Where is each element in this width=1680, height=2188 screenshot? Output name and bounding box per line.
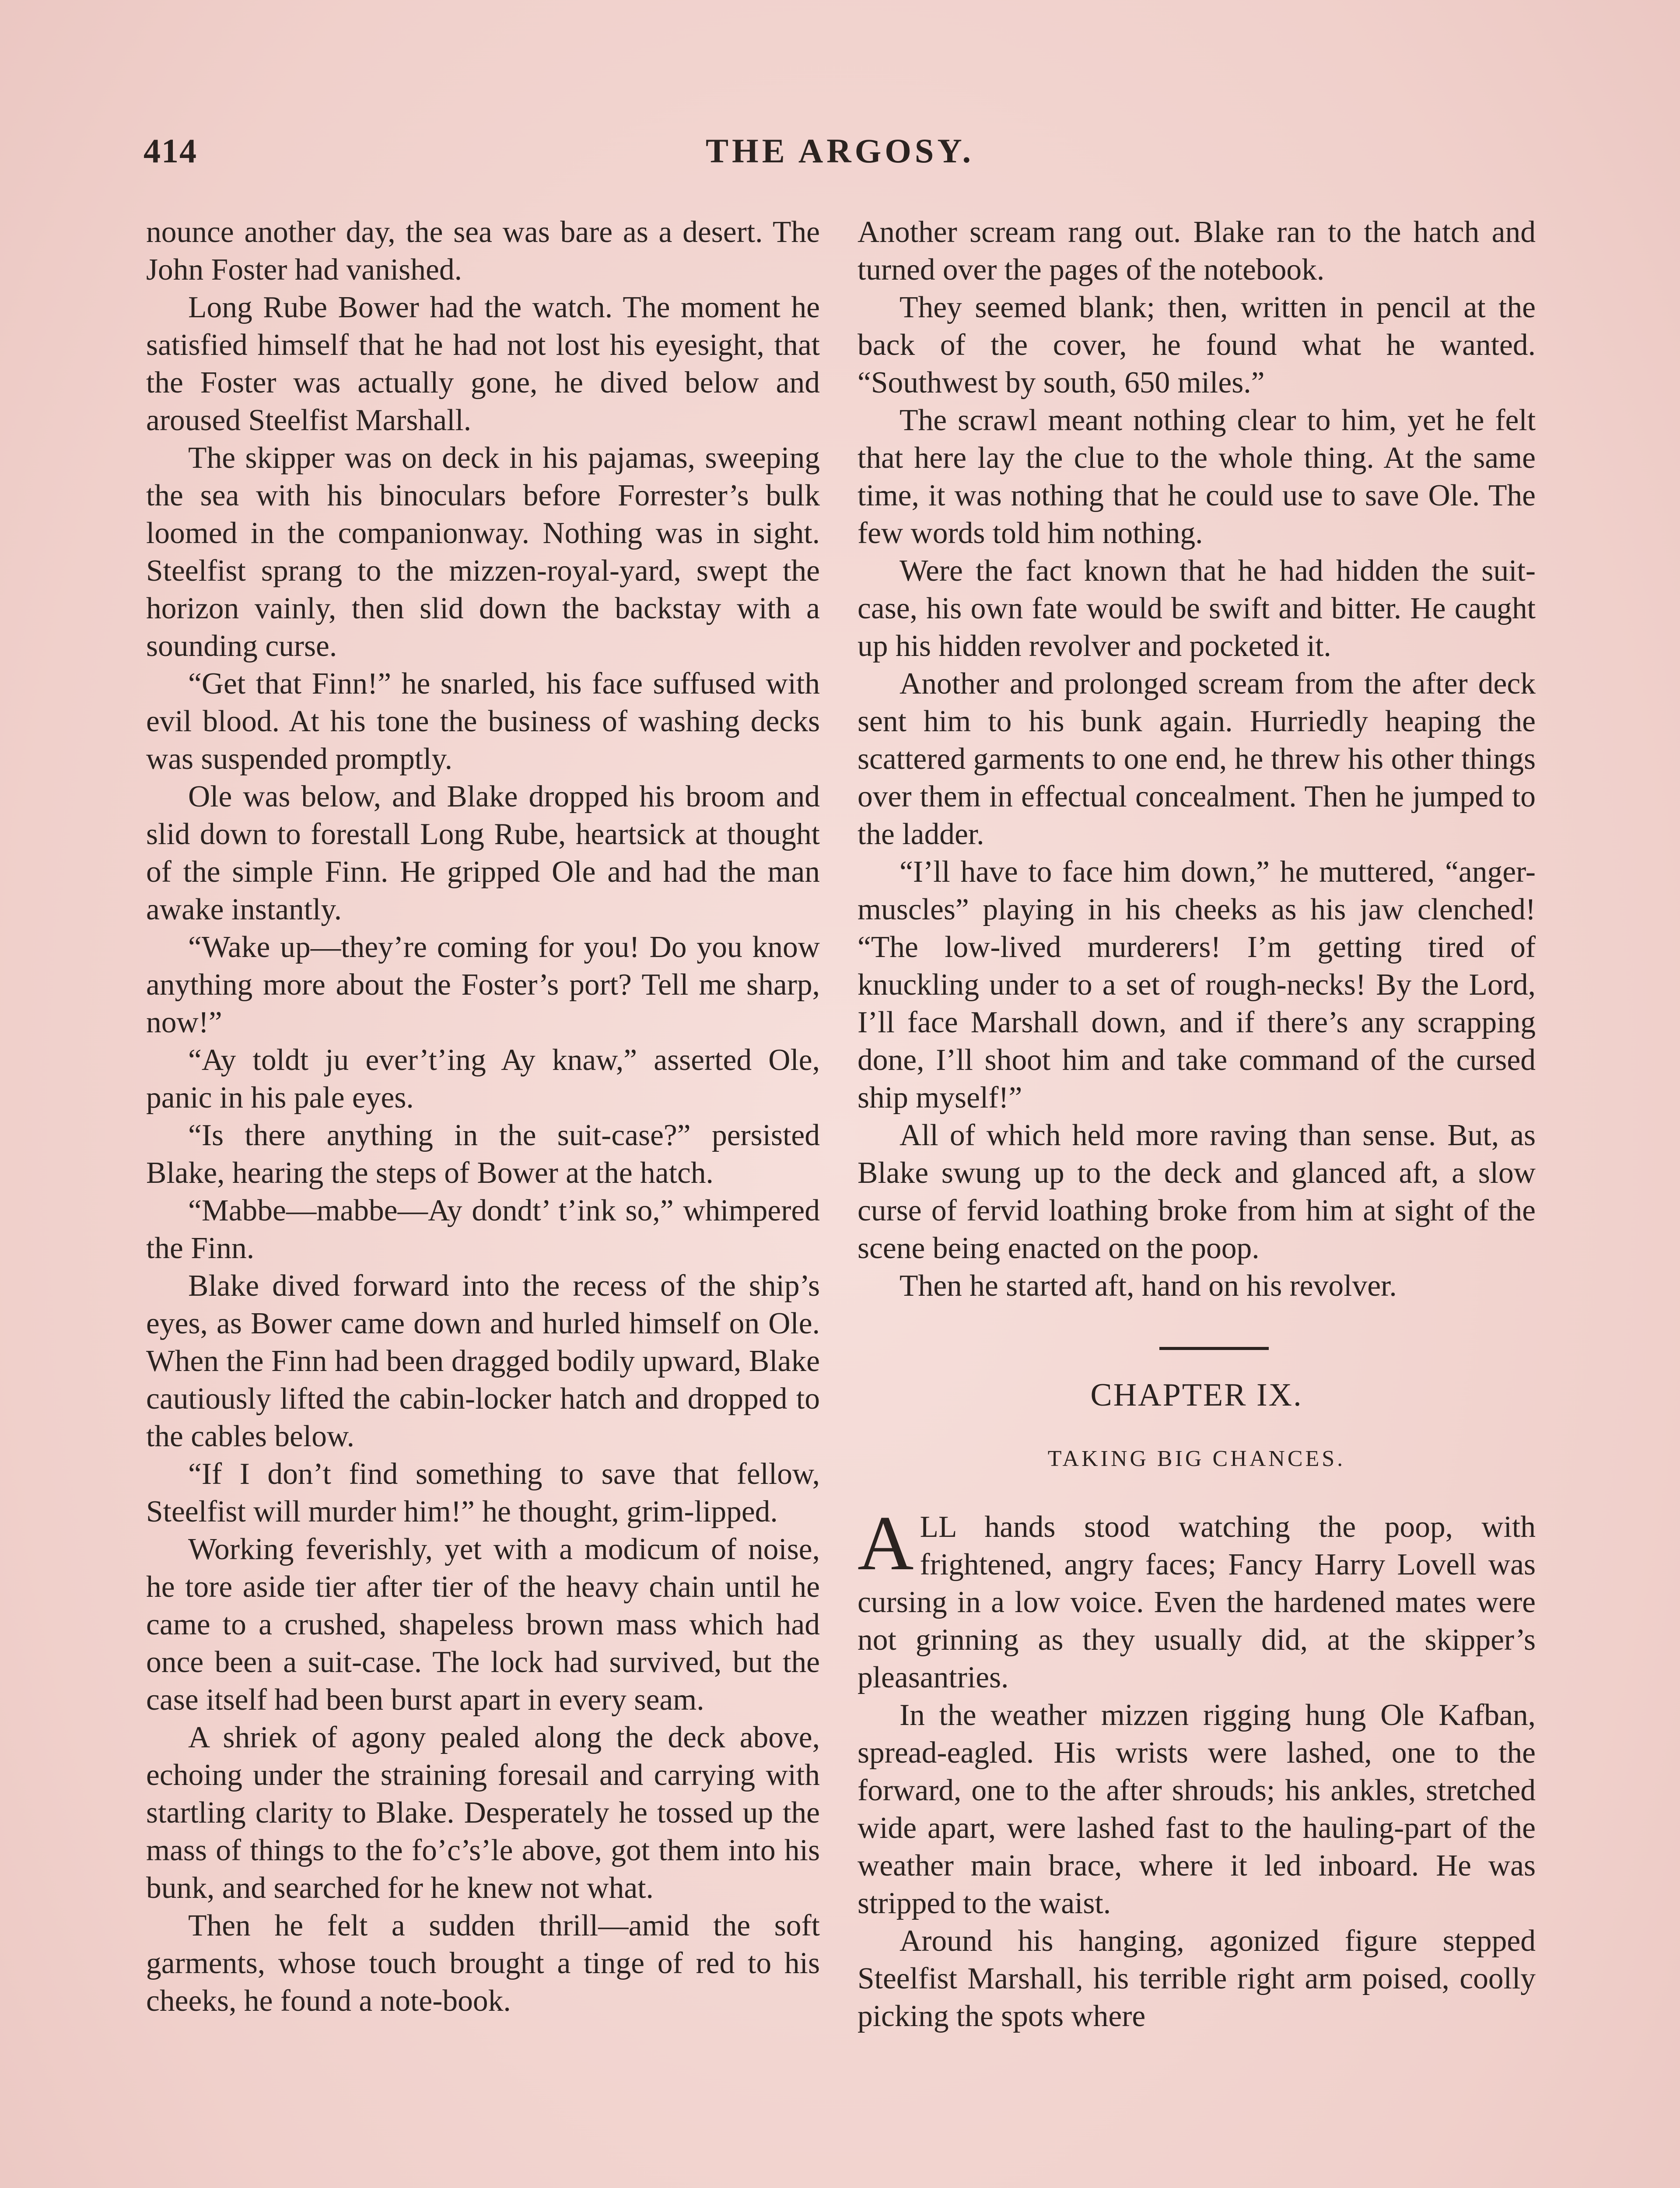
chapter-title: CHAPTER IX. — [1090, 1377, 1303, 1413]
paragraph: “Wake up—they’re coming for you! Do you know anything more about the Foster’s port? Tell me sharp, now!” — [146, 930, 820, 1039]
paragraph: Long Rube Bower had the watch. The moment he satisfied himself that he had not lost his eyesight, that the Foster was actually gone, he dived below and aroused Steelfist Marshall. — [146, 291, 820, 437]
paragraph: All of which held more raving than sense. But, as Blake swung up to the deck and glanced aft, a slow curse of fervid loathing broke from him at sight of the scene being enacted on the poop. — [858, 1119, 1536, 1265]
paragraph: “Mabbe—mabbe—Ay dondt’ t’ink so,” whimpered the Finn. — [146, 1194, 820, 1265]
left-column — [146, 214, 820, 2020]
paragraph: A shriek of agony pealed along the deck above, echoing under the straining foresail and carrying with startling clarity to Blake. Desperately he tossed up the mass of things to the fo’c’s’le above, got them into his bunk, and searched for he knew not what. — [146, 1721, 820, 1905]
paragraph: “Ay toldt ju ever’t’ing Ay knaw,” asserted Ole, panic in his pale eyes. — [146, 1043, 820, 1115]
paragraph: nounce another day, the sea was bare as a desert. The John Foster had vanished. — [146, 215, 820, 287]
paragraph: Then he felt a sudden thrill—amid the soft garments, whose touch brought a tinge of red to his cheeks, he found a note-book. — [146, 1909, 820, 2018]
paragraph: Ole was below, and Blake dropped his broom and slid down to forestall Long Rube, heartsick at thought of the simple Finn. He gripped Ole and had the man awake instantly. — [146, 780, 820, 926]
paragraph: They seemed blank; then, written in pencil at the back of the cover, he found what he wanted. “Southwest by south, 650 miles.” — [858, 291, 1536, 400]
paragraph: Blake dived forward into the recess of the ship’s eyes, as Bower came down and hurled himself on Ole. When the Finn had been dragged bodily upward, Blake cautiously lifted the cabin-locker hatch and dropped to the cables below. — [146, 1269, 820, 1453]
paragraph: Another and prolonged scream from the after deck sent him to his bunk again. Hurriedly heaping the scattered garments to one end, he threw his other things over them in effectual concealment. Then he jumped to the ladder. — [858, 667, 1536, 851]
paragraph: Were the fact known that he had hidden the suit-case, his own fate would be swift and bitter. He caught up his hidden revolver and pocketed it. — [858, 554, 1536, 663]
paragraph: Another scream rang out. Blake ran to the hatch and turned over the pages of the notebook. — [858, 215, 1536, 287]
page-number: 414 — [144, 132, 197, 170]
running-head: THE ARGOSY. — [706, 132, 974, 170]
paragraph: In the weather mizzen rigging hung Ole Kafban, spread-eagled. His wrists were lashed, one to the forward, one to the after shrouds; his ankles, stretched wide apart, were lashed fast to the hauling-part of the weather main brace, where it led inboard. He was stripped to the waist. — [858, 1698, 1536, 1920]
paragraph: “Is there anything in the suit-case?” persisted Blake, hearing the steps of Bower at the hatch. — [146, 1119, 820, 1190]
chapter-subtitle: TAKING BIG CHANCES. — [1047, 1446, 1346, 1471]
paragraph: The skipper was on deck in his pajamas, sweeping the sea with his binoculars before Forrester’s bulk loomed in the companionway. Nothing was in sight. Steelfist sprang to the mizzen-royal-yard, swept the horizon vainly, then slid down the backstay with a sounding curse. — [146, 441, 820, 663]
chapter-opening-paragraph — [858, 1500, 1536, 1697]
opening-text: LL hands stood watching the poop, with frightened, angry faces; Fancy Harry Lovell was cursing in a low voice. Even the hardened mates were not grinning as they usually did, at the skipper’s pleasantries. — [858, 1510, 1536, 1694]
section-divider — [1159, 1347, 1269, 1350]
paragraph: The scrawl meant nothing clear to him, yet he felt that here lay the clue to the whole thing. At the same time, it was nothing that he could use to save Ole. The few words told him nothing. — [858, 403, 1536, 550]
paragraph: “Get that Finn!” he snarled, his face suffused with evil blood. At his tone the business of washing decks was suspended promptly. — [146, 667, 820, 776]
drop-cap: A — [858, 1500, 914, 1586]
paragraph: “If I don’t find something to save that fellow, Steelfist will murder him!” he thought, grim-lipped. — [146, 1457, 820, 1529]
paragraph: Working feverishly, yet with a modicum of noise, he tore aside tier after tier of the heavy chain until he came to a crushed, shapeless brown mass which had once been a suit-case. The lock had survived, but the case itself had been burst apart in every seam. — [146, 1532, 820, 1717]
paragraph: “I’ll have to face him down,” he muttered, “anger-muscles” playing in his cheeks as his jaw clenched! “The low-lived murderers! I’m getting tired of knuckling under to a set of rough-necks! By the Lord, I’ll face Marshall down, and if there’s any scrapping done, I’ll shoot him and take command of the cursed ship myself!” — [858, 855, 1536, 1115]
right-column — [858, 214, 1536, 2035]
paragraph: Around his hanging, agonized figure stepped Steelfist Marshall, his terrible right arm poised, coolly picking the spots where — [858, 1924, 1536, 2033]
paragraph: Then he started aft, hand on his revolver. — [900, 1269, 1397, 1303]
